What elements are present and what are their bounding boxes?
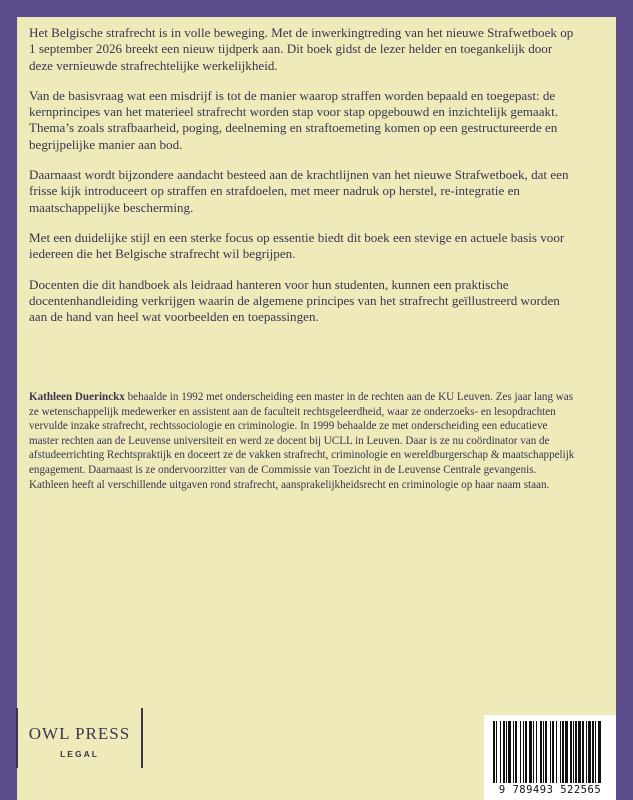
- blurb-paragraph-2: Van de basisvraag wat een misdrijf is tot de manier waarop straffen worden bepaald en toegepast: de kernprincipes van het materieel strafrecht worden stap voor stap opgebouwd en inzichtelijk gemaakt. Thema’s zoals strafbaarheid, poging, deelneming en straftoemeting komen op een gestructureerde en begrijpelijke manier aan bod.: [29, 87, 559, 152]
- author-bio-text: behaalde in 1992 met onderscheiding een master in de rechten aan de KU Leuven. Zes jaar lang was ze wetenschappelijk medewerker en assistent aan de faculteit rechtsgeleerdheid, waar ze onderzoeks- en lesopdrachten vervulde inzake strafrecht, rechtssociologie en criminologie. In 1999 behaalde ze met onderscheiding een educatieve master rechten aan de Leuvense universiteit en werd ze docent bij UCLL in Leuven. Daar is ze nu coördinator van de afstudeerrichting Rechtspraktijk en doceert ze de vakken strafrecht, criminologie en wereldburgerschap & maatschappelijk engagement. Daarnaast is ze ondervoorzitter van de Commissie van Toezicht in de Leuvense Centrale gevangenis. Kathleen heeft al verschillende uitgaven rond strafrecht, aansprakelijkheidsrecht en criminologie op haar naam staan.: [29, 391, 575, 491]
- publisher-logo: [16, 708, 143, 768]
- blurb-paragraph-1: Het Belgische strafrecht is in volle beweging. Met de inwerkingtreding van het nieuwe Strafwetboek op 1 september 2026 breekt een nieuw tijdperk aan. Dit boek gidst de lezer helder en toegankelijk door deze vernieuwde strafrechtelijke werkelijkheid.: [29, 25, 574, 73]
- blurb-paragraph-4: Met een duidelijke stijl en een sterke focus op essentie biedt dit boek een stevige en actuele basis voor iedereen die het Belgische strafrecht wil begrijpen.: [29, 229, 565, 262]
- isbn-digits: 9 789493 522565: [498, 784, 602, 796]
- author-bio: [29, 390, 577, 492]
- blurb: [29, 25, 577, 339]
- blurb-paragraph-5: Docenten die dit handboek als leidraad hanteren voor hun studenten, kunnen een praktische docentenhandleiding verkrijgen waarin de algemene principes van het strafrecht geïllustreerd worden aan de hand van heel wat voorbeelden en toepassingen.: [29, 276, 560, 325]
- author-name: Kathleen Duerinckx: [29, 391, 125, 403]
- publisher-name: OWL PRESS: [28, 724, 131, 743]
- barcode-bars: [491, 721, 609, 783]
- publisher-imprint: LEGAL: [60, 749, 99, 759]
- blurb-paragraph-3: Daarnaast wordt bijzondere aandacht besteed aan de krachtlijnen van het nieuwe Strafwetboek, dat een frisse kijk introduceert op straffen en strafdoelen, met meer nadruk op herstel, re-integratie en maatschappelijke bescherming.: [29, 167, 569, 215]
- isbn-barcode: [484, 715, 616, 800]
